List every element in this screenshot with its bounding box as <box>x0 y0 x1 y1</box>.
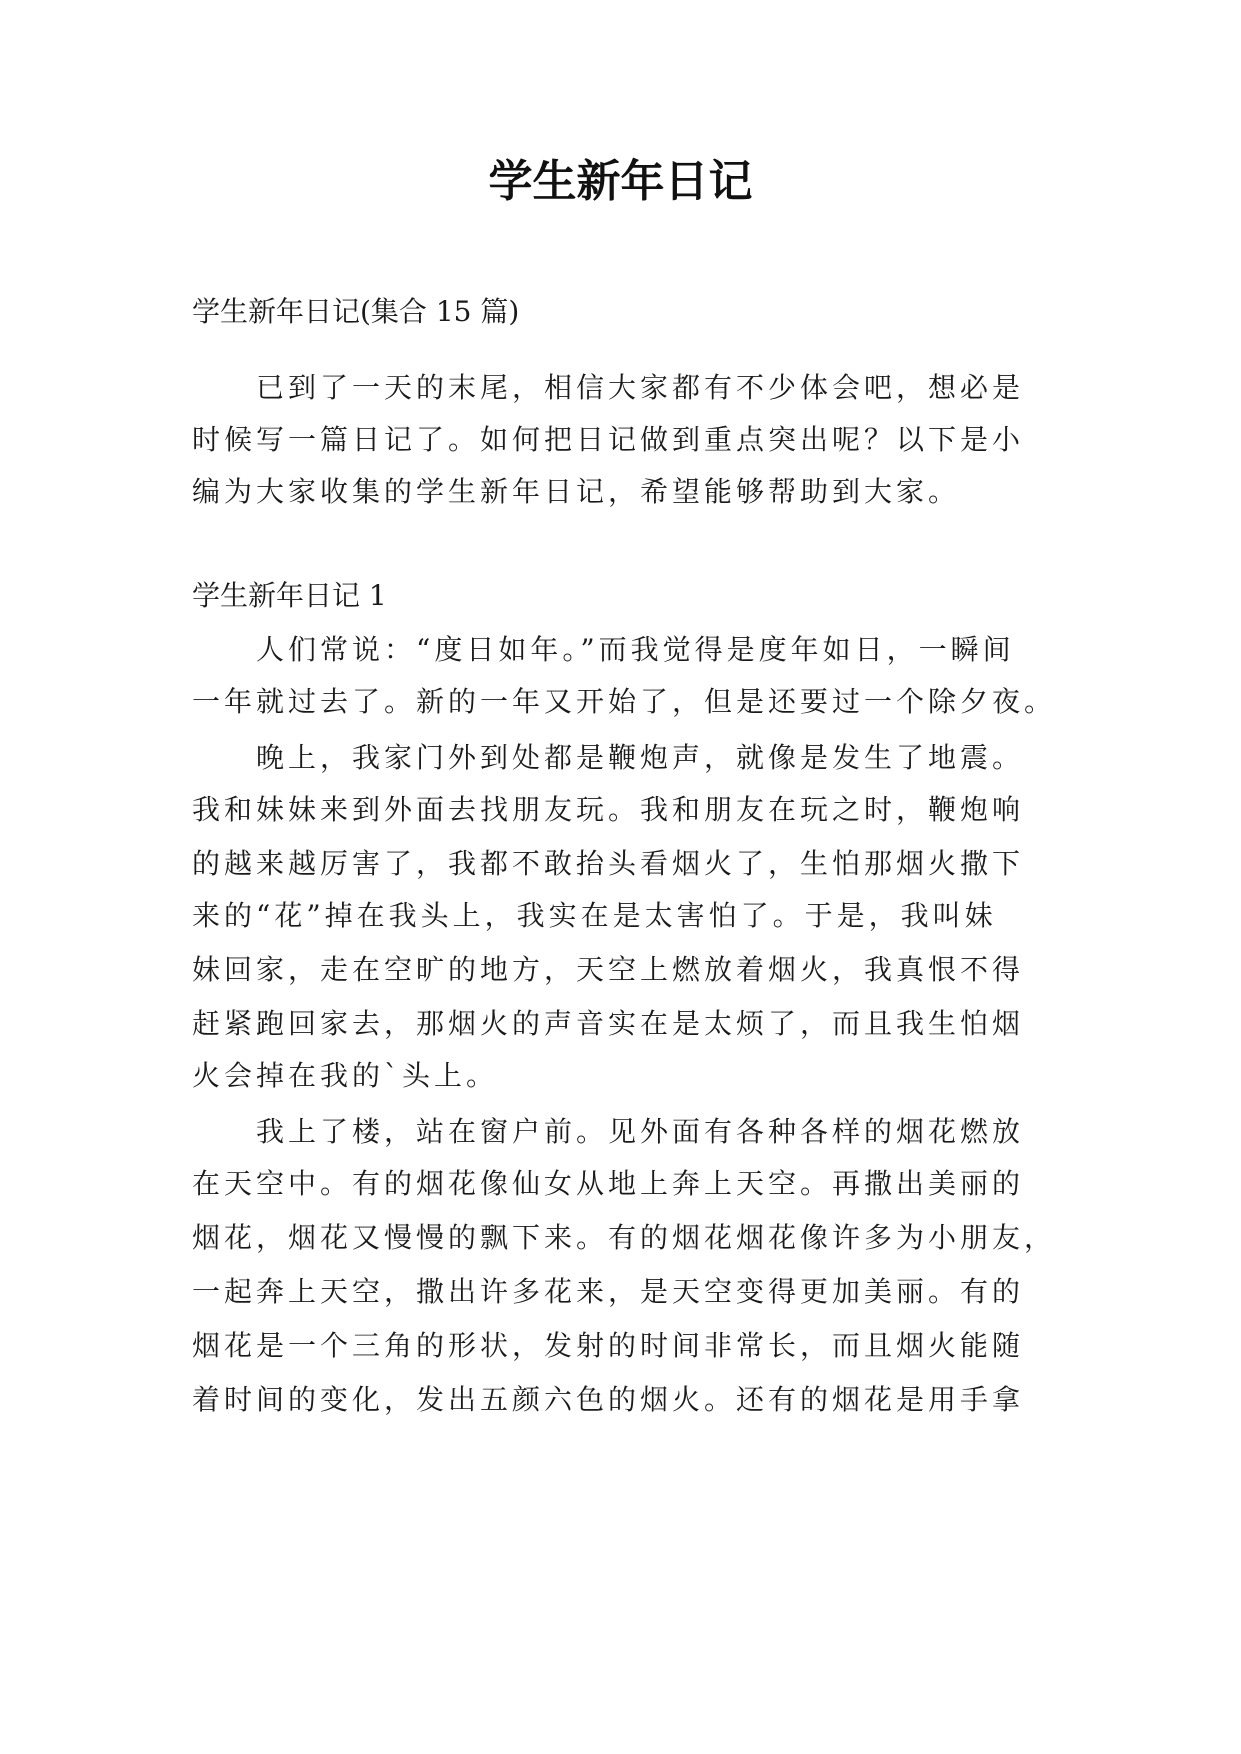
document-subtitle: 学生新年日记(集合 15 篇) <box>192 295 520 328</box>
document-title: 学生新年日记 <box>488 156 753 207</box>
intro-line: 编为大家收集的学生新年日记，希望能够帮助到大家。 <box>192 475 961 508</box>
body-line: 我和妹妹来到外面去找朋友玩。我和朋友在玩之时，鞭炮响 <box>192 793 1025 826</box>
body-line: 妹回家，走在空旷的地方，天空上燃放着烟火，我真恨不得 <box>192 953 1025 986</box>
body-line: 的越来越厉害了，我都不敢抬头看烟火了，生怕那烟火撒下 <box>192 847 1025 880</box>
body-line: 来的“花”掉在我头上，我实在是太害怕了。于是，我叫妹 <box>192 899 997 932</box>
body-line: 着时间的变化，发出五颜六色的烟火。还有的烟花是用手拿 <box>192 1383 1025 1416</box>
section-heading: 学生新年日记 1 <box>192 579 387 612</box>
body-line: 烟花，烟花又慢慢的飘下来。有的烟花烟花像许多为小朋友， <box>192 1221 1057 1254</box>
body-line: 赶紧跑回家去，那烟火的声音实在是太烦了，而且我生怕烟 <box>192 1007 1025 1040</box>
intro-line: 时候写一篇日记了。如何把日记做到重点突出呢？以下是小 <box>192 423 1025 456</box>
intro-line: 已到了一天的末尾，相信大家都有不少体会吧，想必是 <box>192 371 1025 404</box>
body-line: 在天空中。有的烟花像仙女从地上奔上天空。再撒出美丽的 <box>192 1167 1025 1200</box>
body-line: 火会掉在我的`头上。 <box>192 1059 499 1092</box>
body-line: 晚上，我家门外到处都是鞭炮声，就像是发生了地震。 <box>192 741 1025 774</box>
body-line: 人们常说：“度日如年。”而我觉得是度年如日，一瞬间 <box>192 633 1015 666</box>
body-line: 一起奔上天空，撒出许多花来，是天空变得更加美丽。有的 <box>192 1275 1025 1308</box>
body-line: 一年就过去了。新的一年又开始了，但是还要过一个除夕夜。 <box>192 685 1057 718</box>
body-line: 烟花是一个三角的形状，发射的时间非常长，而且烟火能随 <box>192 1329 1025 1362</box>
body-line: 我上了楼，站在窗户前。见外面有各种各样的烟花燃放 <box>192 1115 1025 1148</box>
